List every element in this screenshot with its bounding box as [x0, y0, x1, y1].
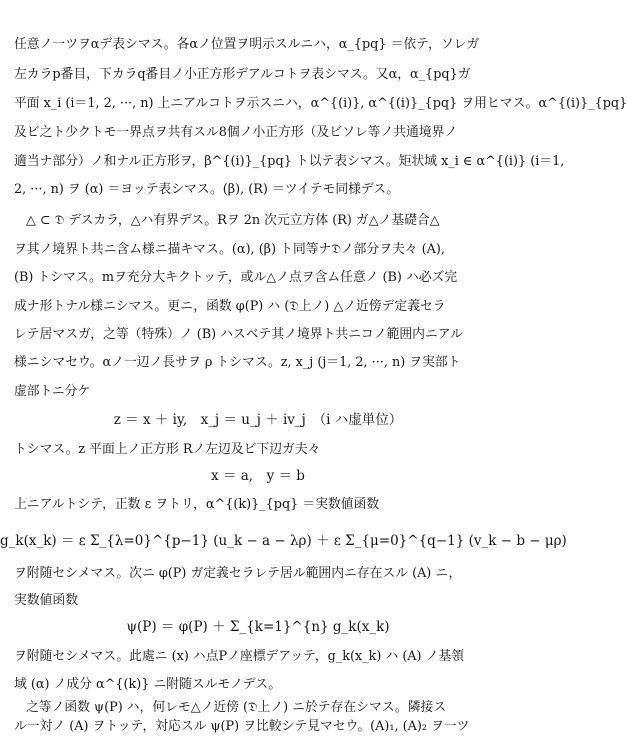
text-line: レテ居マスガ，之等（特殊）ノ (B) ハスベテ其ノ境界ト共ニコノ範囲内ニアル	[14, 327, 463, 342]
equation: g_k(x_k) ＝ ε Σ_{λ=0}^{p−1} (u_k − a − λρ) ＋ ε Σ_{μ=0}^{q−1} (v_k − b − μρ)	[0, 533, 567, 549]
text-line: △ ⊂ 𝔇 デスカラ，△ハ有界デス。Rヲ 2n 次元立方体 (R) ガ△ノ基礎合△	[26, 213, 440, 228]
equation: ψ(P) ＝ φ(P) ＋ Σ_{k=1}^{n} g_k(x_k)	[126, 619, 390, 635]
text-line: 平面 x_i (i＝1, 2, ···, n) 上ニアルコトヲ示スニハ，α^{(i)}, α^{(i)}_{pq} ヲ用ヒマス。α^{(i)}_{pq}	[14, 96, 627, 111]
text-line: 様ニシマセウ。αノ一辺ノ長サヲ ρ トシマス。z, x_j (j＝1, 2, ···, n) ヲ実部ト	[14, 355, 461, 370]
text-line: ヲ附随セシメマス。此處ニ (x) ハ点Pノ座標デアッテ，g_k(x_k) ハ (A) ノ基領	[14, 649, 465, 664]
text-line: 虚部トニ分ケ	[14, 384, 91, 399]
equation: x ＝ a, y ＝ b	[211, 468, 305, 484]
text-line: ヲ其ノ境界ト共ニ含ム様ニ描キマス。(α), (β) ト同等ナ𝔇ノ部分ヲ夫々 (A),	[14, 242, 445, 257]
text-line: 左カラp番目，下カラq番目ノ小正方形デアルコトヲ表シマス。又α，α_{pq}ガ	[14, 67, 471, 82]
text-line: 上ニアルトシテ，正数 ε ヲトリ，α^{(k)}_{pq} ＝実数値函数	[14, 497, 380, 512]
text-line: 成ナ形トナル様ニシマス。更ニ，函数 φ(P) ハ (𝔇上ノ) △ノ近傍デ定義セラ	[14, 299, 446, 314]
text-line: 実数値函数	[14, 593, 78, 608]
text-line: ル一対ノ (A) ヲトッテ，対応スル ψ(P) ヲ比較シテ見マセウ。(A)₁, (A)₂ ヲ一ツ	[14, 719, 470, 734]
text-line: ヲ附随セシメマス。次ニ φ(P) ガ定義セラレテ居ル範囲内ニ存在スル (A) ニ，	[14, 566, 462, 581]
equation: z ＝ x ＋ iy, x_j ＝ u_j ＋ iv_j （i ハ虚単位）	[113, 412, 403, 428]
text-line: (B) トシマス。mヲ充分大キクトッテ，或ル△ノ点ヲ含ム任意ノ (B) ハ必ズ完	[14, 270, 458, 285]
text-line: 之等ノ函数 ψ(P) ハ，何レモ△ノ近傍 (𝔇上ノ) ニ於テ存在シマス。隣接ス	[26, 700, 447, 715]
text-line: 適当ナ部分）ノ和ナル正方形ヲ，β^{(i)}_{pq} ト以テ表シマス。矩状域 x_i ∈ α^{(i)} (i＝1,	[14, 154, 565, 169]
text-line: 2, ···, n) ヲ (α) ＝ヨッテ表シマス。(β), (R) ＝ツイテモ同様デス。	[14, 182, 400, 197]
text-line: 域 (α) ノ成分 α^{(k)} ニ附随スルモノデス。	[14, 677, 282, 692]
text-line: トシマス。z 平面上ノ正方形 Rノ左辺及ビ下辺ガ夫々	[14, 442, 321, 457]
text-line: 及ビ之ト少クトモ一界点ヲ共有スル8個ノ小正方形（及ビソレ等ノ共通境界ノ	[14, 125, 458, 140]
text-line: 任意ノ一ツヲαデ表シマス。各αノ位置ヲ明示スルニハ，α_{pq} ＝依テ，ソレガ	[14, 37, 480, 52]
